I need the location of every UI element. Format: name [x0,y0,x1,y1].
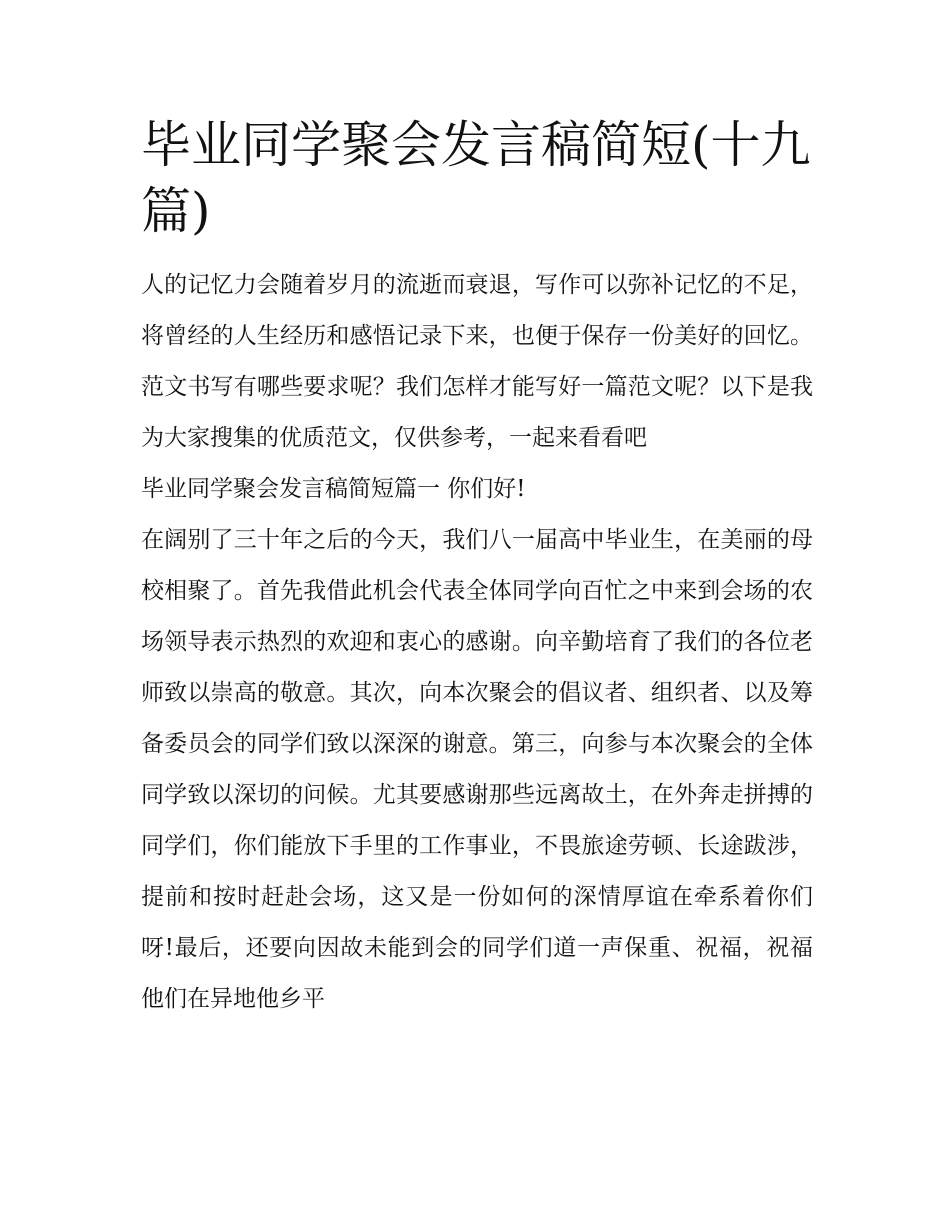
intro-paragraph: 人的记忆力会随着岁月的流逝而衰退，写作可以弥补记忆的不足，将曾经的人生经历和感悟记录下来，也便于保存一份美好的回忆。范文书写有哪些要求呢？我们怎样才能写好一篇范文呢？以下是我为大家搜集的优质范文，仅供参考，一起来看看吧 [141,272,813,451]
section-heading: 毕业同学聚会发言稿简短篇一 你们好! [141,476,526,502]
document-page [141,112,813,1025]
body-paragraph: 在阔别了三十年之后的今天，我们八一届高中毕业生，在美丽的母校相聚了。首先我借此机会代表全体同学向百忙之中来到会场的农场领导表示热烈的欢迎和衷心的感谢。向辛勤培育了我们的各位老师致以崇高的敬意。其次，向本次聚会的倡议者、组织者、以及筹备委员会的同学们致以深深的谢意。第三，向参与本次聚会的全体同学致以深切的问候。尤其要感谢那些远离故土，在外奔走拼搏的同学们，你们能放下手里的工作事业，不畏旅途劳顿、长途跋涉，提前和按时赶赴会场，这又是一份如何的深情厚谊在牵系着你们呀!最后，还要向因故未能到会的同学们道一声保重、祝福，祝福他们在异地他乡平 [141,527,813,1012]
document-title: 毕业同学聚会发言稿简短(十九篇) [141,116,811,240]
